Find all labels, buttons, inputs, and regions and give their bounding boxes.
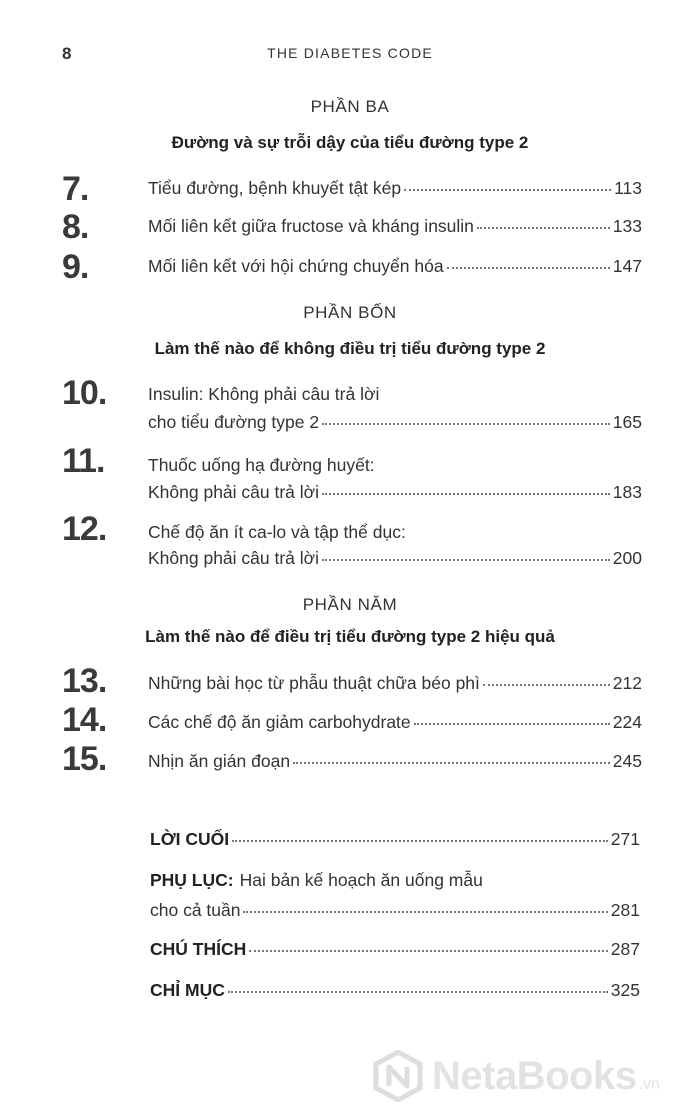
chapter-number: 14. [62, 701, 107, 739]
back-matter-page: 281 [610, 900, 640, 920]
part-label: PHẦN BỐN [303, 303, 397, 322]
watermark-tld: .vn [638, 1076, 660, 1093]
part-label: PHẦN NĂM [302, 595, 398, 614]
chapter-page: 212 [612, 673, 642, 693]
chapter-number: 15. [62, 740, 107, 778]
leader-dots [483, 684, 610, 686]
part-title: Làm thế nào để điều trị tiểu đường type 2 hiệu quả [145, 627, 555, 646]
chapter-title: Mối liên kết giữa fructose và kháng insulin [148, 216, 474, 236]
page-number: 8 [62, 44, 72, 63]
chapter-title-cont: Không phải câu trả lời [148, 548, 320, 568]
leader-dots [232, 840, 608, 842]
chapter-number: 12. [62, 510, 107, 548]
back-matter-label: CHÚ THÍCH [150, 939, 247, 959]
leader-dots [228, 991, 608, 993]
back-matter-label: PHỤ LỤC: [150, 870, 234, 890]
chapter-page: 224 [612, 712, 642, 732]
chapter-number: 13. [62, 662, 107, 700]
chapter-number: 7. [62, 170, 89, 208]
chapter-title-cont: cho tiểu đường type 2 [148, 412, 320, 432]
part-title: Làm thế nào để không điều trị tiểu đường type 2 [154, 339, 546, 358]
chapter-title: Mối liên kết với hội chứng chuyển hóa [148, 256, 444, 276]
leader-dots [322, 493, 610, 495]
part-label: PHẦN BA [310, 97, 390, 116]
chapter-number: 8. [62, 208, 89, 246]
leader-dots [477, 227, 610, 229]
leader-dots [293, 762, 610, 764]
chapter-page: 200 [612, 548, 642, 568]
back-matter-label: LỜI CUỐI [150, 829, 230, 849]
back-matter-page: 287 [610, 939, 640, 959]
chapter-page: 147 [612, 256, 642, 276]
back-matter-text: Hai bản kế hoạch ăn uống mẫu [239, 870, 483, 890]
part-title: Đường và sự trỗi dậy của tiểu đường type 2 [171, 133, 529, 152]
running-title: THE DIABETES CODE [267, 45, 433, 61]
chapter-title: Các chế độ ăn giảm carbohydrate [148, 712, 411, 732]
chapter-page: 245 [612, 751, 642, 771]
chapter-number: 11. [62, 442, 105, 480]
leader-dots [414, 723, 610, 725]
back-matter-page: 271 [610, 829, 640, 849]
leader-dots [322, 559, 610, 561]
chapter-title: Tiểu đường, bệnh khuyết tật kép [148, 178, 402, 198]
back-matter-page: 325 [610, 980, 640, 1000]
back-matter-text-cont: cho cả tuần [150, 900, 241, 920]
leader-dots [249, 950, 608, 952]
chapter-title: Chế độ ăn ít ca-lo và tập thể dục: [148, 522, 406, 542]
watermark-brand: NetaBooks [432, 1053, 637, 1098]
chapter-page: 165 [612, 412, 642, 432]
back-matter-label: CHỈ MỤC [150, 980, 225, 1000]
leader-dots [404, 189, 611, 191]
netabooks-watermark [372, 1050, 660, 1102]
chapter-number: 9. [62, 248, 89, 286]
netabooks-logo-icon [372, 1050, 424, 1102]
chapter-title: Nhịn ăn gián đoạn [148, 751, 291, 771]
leader-dots [322, 423, 610, 425]
chapter-title: Thuốc uống hạ đường huyết: [148, 455, 375, 475]
leader-dots [447, 267, 610, 269]
chapter-page: 113 [614, 178, 642, 198]
chapter-title: Insulin: Không phải câu trả lời [148, 384, 380, 404]
chapter-title-cont: Không phải câu trả lời [148, 482, 320, 502]
chapter-page: 133 [612, 216, 642, 236]
chapter-page: 183 [612, 482, 642, 502]
leader-dots [243, 911, 607, 913]
chapter-number: 10. [62, 374, 107, 412]
chapter-title: Những bài học từ phẫu thuật chữa béo phì [148, 673, 480, 693]
